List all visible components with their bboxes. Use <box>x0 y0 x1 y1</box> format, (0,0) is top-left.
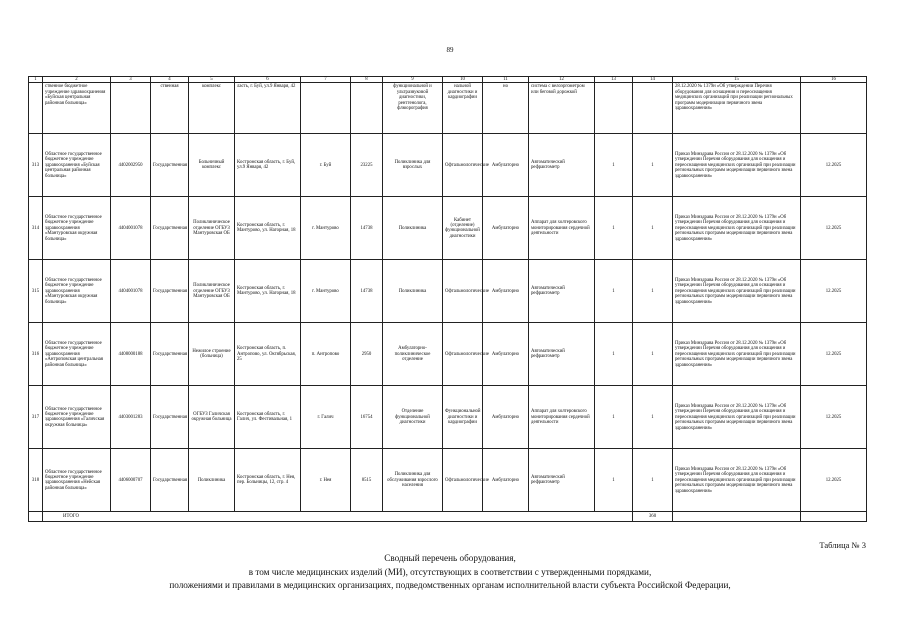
table-cell: 4402002950 <box>111 134 151 197</box>
column-number-header: 4 <box>151 77 189 83</box>
table-cell: Офтальмологические <box>443 449 483 512</box>
table-cell: Функциональной диагностики и кардиографии <box>443 386 483 449</box>
table-cell: Областное государственное бюджетное учреждение здравоохранения «Буйская центральная районная больница» <box>43 134 111 197</box>
table-cell: Офтальмологические <box>443 323 483 386</box>
table-cell: 1 <box>595 260 633 323</box>
column-number-header: 16 <box>801 77 867 83</box>
title-line: положениями и правилами в медицинских организациях, подведомственных органам исполнительной власти субъекта Российской Федерации, <box>169 580 731 591</box>
table-cell: Отделение функциональной диагностики <box>383 386 443 449</box>
page-number: 89 <box>446 46 454 54</box>
table-cell: 313 <box>29 134 43 197</box>
table-row <box>29 386 867 449</box>
table-cell <box>111 83 151 134</box>
table-cell <box>29 512 43 522</box>
table-cell: 317 <box>29 386 43 449</box>
table-cell: 1 <box>633 260 673 323</box>
continued-row <box>29 83 867 134</box>
table-row <box>29 260 867 323</box>
table-cell: Офтальмологические <box>443 260 483 323</box>
table-cell: 1 <box>595 386 633 449</box>
table-cell: 1 <box>633 449 673 512</box>
table-cell: Государственная <box>151 197 189 260</box>
table-cell: п. Антропово <box>301 323 351 386</box>
table-cell: Областное государственное бюджетное учреждение здравоохранения «Мантуровская окружная больница» <box>43 260 111 323</box>
table-cell: Приказ Минздрава России от 28.12.2020 № 1379н «Об утверждении Перечня оборудования для оснащения и переоснащения медицинских организаций при реализации региональных программ модернизации первичного звена здравоохранения» <box>673 260 801 323</box>
table-row <box>29 449 867 512</box>
table-cell: Амбулаторно <box>483 323 529 386</box>
table-row <box>29 323 867 386</box>
table-cell: 4404001078 <box>111 197 151 260</box>
table-cell: 16754 <box>351 386 383 449</box>
title-line: Сводный перечень оборудования, <box>384 553 516 563</box>
table-cell <box>29 83 43 134</box>
table-cell: 314 <box>29 197 43 260</box>
table-cell: 1 <box>633 386 673 449</box>
column-number-header: 11 <box>483 77 529 83</box>
table-cell: Костромская область, г. Мантурово, ул. Нагорная, 18 <box>235 260 301 323</box>
table-cell: Амбулаторно <box>483 134 529 197</box>
table-cell: Приказ Минздрава России от 28.12.2020 № 1379н «Об утверждении Перечня оборудования для оснащения и переоснащения медицинских организаций при реализации региональных программ модернизации первичного звена здравоохранения» <box>673 386 801 449</box>
table-cell: 12.2025 <box>801 134 867 197</box>
table-cell: Автоматический рефрактометр <box>529 134 595 197</box>
table-cell: ственная <box>151 83 189 134</box>
table-row <box>29 134 867 197</box>
table-cell: 12.2025 <box>801 386 867 449</box>
table-cell: 1 <box>633 323 673 386</box>
table-cell: Автоматический рефрактометр <box>529 260 595 323</box>
table-cell: 2950 <box>351 323 383 386</box>
column-number-header: 14 <box>633 77 673 83</box>
table-cell: 14738 <box>351 260 383 323</box>
table-cell: г. Буй <box>301 134 351 197</box>
table-cell: ОГБУЗ Галичская окружная больница <box>189 386 235 449</box>
table-cell: нальной диагностики и кардиографии <box>443 83 483 134</box>
table-cell: Поликлиника для обслуживания взрослого населения <box>383 449 443 512</box>
table-cell: Аппарат для холтеровского мониторирования сердечной деятельности <box>529 386 595 449</box>
table-cell: Областное государственное бюджетное учреждение здравоохранения «Нейская районная больница» <box>43 449 111 512</box>
table-cell: Областное государственное бюджетное учреждение здравоохранения «Мантуровская окружная больница» <box>43 197 111 260</box>
table-cell: Областное государственное бюджетное учреждение здравоохранения «Антроповская центральная районная больница» <box>43 323 111 386</box>
table-cell: ственное бюджетное учреждение здравоохранения «Буйская центральная районная больница» <box>43 83 111 134</box>
table-cell: Поликлиническое отделение ОГБУЗ Мантуровская ОБ <box>189 197 235 260</box>
table-cell <box>673 512 801 522</box>
column-number-header: 13 <box>595 77 633 83</box>
table-cell <box>301 83 351 134</box>
table-cell: Кабинет (отделение) функциональной диагностики <box>443 197 483 260</box>
table-cell: Государственная <box>151 449 189 512</box>
total-row <box>29 512 867 522</box>
table-cell: 1 <box>595 449 633 512</box>
table-cell: 14738 <box>351 197 383 260</box>
table-cell: Костромская область, п. Антропово, ул. Октябрьская, 25 <box>235 323 301 386</box>
table-cell: г. Мантурово <box>301 260 351 323</box>
table-cell: Поликлиника <box>189 449 235 512</box>
table-cell: система с велоэргометром или беговой дорожкой <box>529 83 595 134</box>
table-cell: 315 <box>29 260 43 323</box>
table-cell: 1 <box>633 197 673 260</box>
table-cell: Государственная <box>151 260 189 323</box>
table-cell: 4404001078 <box>111 260 151 323</box>
table-cell: 1 <box>595 134 633 197</box>
table-cell: Офтальмологические <box>443 134 483 197</box>
table-cell: 28.12.2020 № 1379н «Об утверждении Перечня оборудования для оснащения и переоснащения медицинских организаций при реализации региональных программ модернизации первичного звена здравоохранения» <box>673 83 801 134</box>
column-number-header: 12 <box>529 77 595 83</box>
table-cell: г. Галич <box>301 386 351 449</box>
table-cell: Государственная <box>151 386 189 449</box>
column-number-header: 1 <box>29 77 43 83</box>
table-cell: Аппарат для холтеровского мониторирования сердечной деятельности <box>529 197 595 260</box>
table-cell <box>633 83 673 134</box>
summary-title <box>0 552 900 593</box>
table-cell: Приказ Минздрава России от 28.12.2020 № 1379н «Об утверждении Перечня оборудования для оснащения и переоснащения медицинских организаций при реализации региональных программ модернизации первичного звена здравоохранения» <box>673 134 801 197</box>
table-cell: Амбулаторно <box>483 260 529 323</box>
table-cell: Костромская область, г. Галич, ул. Фестивальная, 1 <box>235 386 301 449</box>
table-cell <box>351 83 383 134</box>
column-number-header: 2 <box>43 77 111 83</box>
total-label: ИТОГО <box>43 512 633 522</box>
column-number-header: 8 <box>351 77 383 83</box>
table-cell: 8515 <box>351 449 383 512</box>
table-cell: 316 <box>29 323 43 386</box>
table-cell: Костромская область, г. Буй, ул.9 Января, 42 <box>235 134 301 197</box>
table-cell: 4408000188 <box>111 323 151 386</box>
table-cell: 23225 <box>351 134 383 197</box>
table-cell: 318 <box>29 449 43 512</box>
table-cell: Государственная <box>151 134 189 197</box>
column-number-header: 9 <box>383 77 443 83</box>
table-cell <box>595 83 633 134</box>
table-cell: функциональной и ультразвуковой диагностики, рентгенолога, флюорография <box>383 83 443 134</box>
table-cell: Амбулаторно-поликлиническое отделение <box>383 323 443 386</box>
table-cell: Нежилое строение (больница) <box>189 323 235 386</box>
table-cell: Поликлиника <box>383 197 443 260</box>
table-row <box>29 197 867 260</box>
table-cell: 12.2025 <box>801 323 867 386</box>
column-number-header: 15 <box>673 77 801 83</box>
table-cell: Больничный комплекс <box>189 134 235 197</box>
table-number-label: Таблица № 3 <box>819 540 866 550</box>
table-cell: ласть, г. Буй, ул.9 Января, 42 <box>235 83 301 134</box>
total-value: 360 <box>633 512 673 522</box>
table-cell <box>801 83 867 134</box>
table-cell: Поликлиническое отделение ОГБУЗ Мантуровская ОБ <box>189 260 235 323</box>
table-cell: Поликлиника <box>383 260 443 323</box>
column-number-header: 7 <box>301 77 351 83</box>
table-cell: 12.2025 <box>801 197 867 260</box>
table-cell: но <box>483 83 529 134</box>
table-cell: 4403001283 <box>111 386 151 449</box>
table-cell: комплекс <box>189 83 235 134</box>
column-number-header: 5 <box>189 77 235 83</box>
table-cell: Автоматический рефрактометр <box>529 449 595 512</box>
table-cell: Костромская область, г. Мантурово, ул. Нагорная, 18 <box>235 197 301 260</box>
equipment-table <box>28 76 867 522</box>
column-number-header: 6 <box>235 77 301 83</box>
title-line: в том числе медицинских изделий (МИ), отсутствующих в соответствии с утвержденными порядками, <box>248 566 652 577</box>
table-cell: 4406000707 <box>111 449 151 512</box>
table-cell: Областное государственное бюджетное учреждение здравоохранения «Галичская окружная больница» <box>43 386 111 449</box>
table-cell: г. Мантурово <box>301 197 351 260</box>
table-cell <box>801 512 867 522</box>
table-cell: 1 <box>595 323 633 386</box>
table-cell: 1 <box>633 134 673 197</box>
table-cell: Поликлиника для взрослых <box>383 134 443 197</box>
table-cell: Амбулаторно <box>483 449 529 512</box>
table-cell: 12.2025 <box>801 260 867 323</box>
table-cell: Приказ Минздрава России от 28.12.2020 № 1379н «Об утверждении Перечня оборудования для оснащения и переоснащения медицинских организаций при реализации региональных программ модернизации первичного звена здравоохранения» <box>673 323 801 386</box>
table-cell: Автоматический рефрактометр <box>529 323 595 386</box>
column-number-header: 10 <box>443 77 483 83</box>
table-cell: 12.2025 <box>801 449 867 512</box>
table-cell: Приказ Минздрава России от 28.12.2020 № 1379н «Об утверждении Перечня оборудования для оснащения и переоснащения медицинских организаций при реализации региональных программ модернизации первичного звена здравоохранения» <box>673 449 801 512</box>
table-cell: г. Нея <box>301 449 351 512</box>
table-cell: 1 <box>595 197 633 260</box>
table-cell: Государственная <box>151 323 189 386</box>
table-cell: Костромская область, г. Нея, пер. Больницы, 12, стр. 4 <box>235 449 301 512</box>
table-cell: Амбулаторно <box>483 386 529 449</box>
table-cell: Приказ Минздрава России от 28.12.2020 № 1379н «Об утверждении Перечня оборудования для оснащения и переоснащения медицинских организаций при реализации региональных программ модернизации первичного звена здравоохранения» <box>673 197 801 260</box>
column-number-header: 3 <box>111 77 151 83</box>
table-cell: Амбулаторно <box>483 197 529 260</box>
